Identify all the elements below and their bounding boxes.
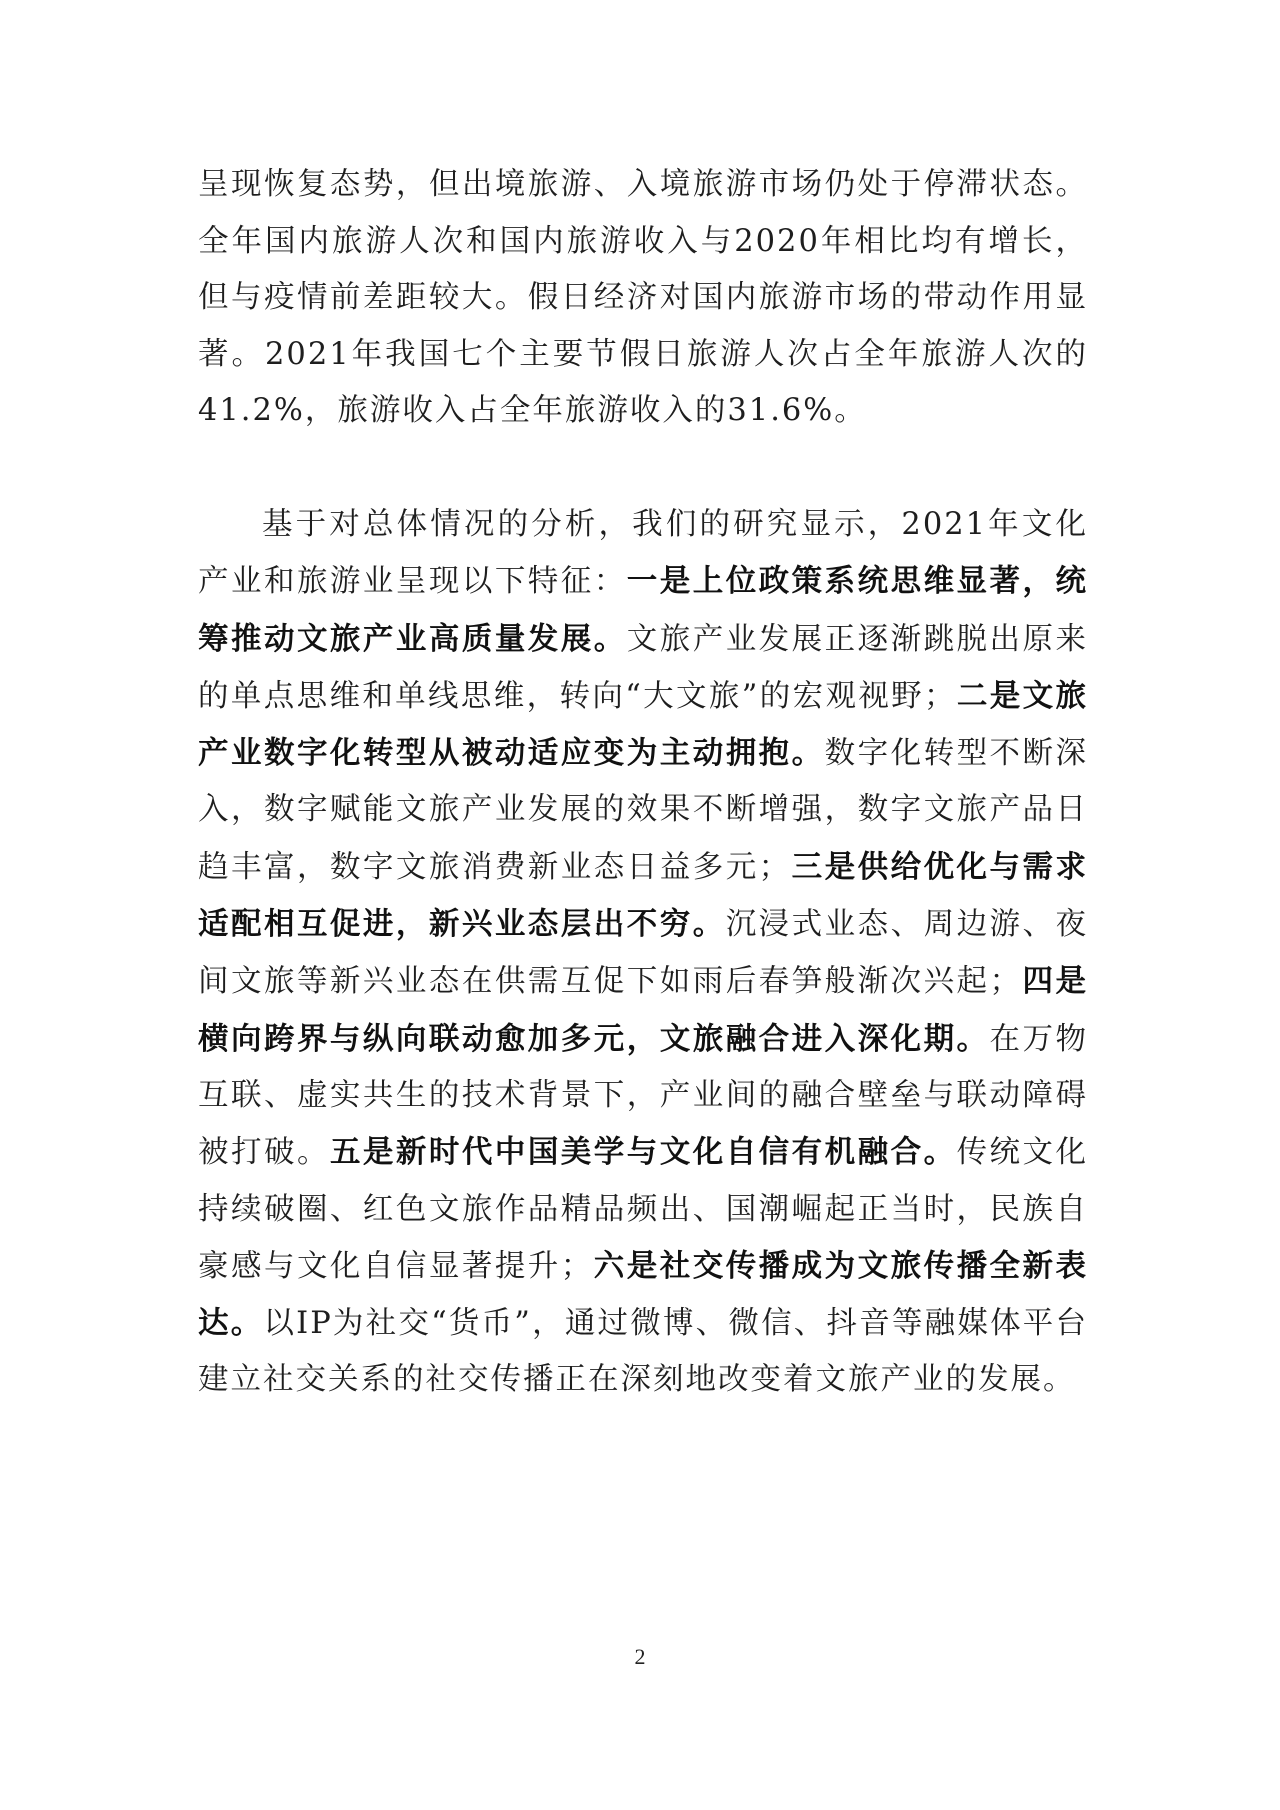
feature-4-heading: 四是横向跨界与纵向联动愈加多元，文旅融合进入深化期。 [198,963,1089,1057]
feature-2-text: 数字化转型不断深入，数字赋能文旅产业发展的效果不断增强，数字文旅产品日趋丰富，数字文旅消费新业态日益多元； [198,736,1089,885]
feature-3-text: 沉浸式业态、周边游、夜间文旅等新兴业态在供需互促下如雨后春笋般渐次兴起； [198,907,1089,1000]
feature-1-heading: 一是上位政策系统思维显著，统筹推动文旅产业高质量发展。 [198,563,1088,657]
feature-1-text: 文旅产业发展正逐渐跳脱出原来的单点思维和单线思维，转向“大文旅”的宏观视野； [198,621,1088,714]
feature-3-heading: 三是供给优化与需求适配相互促进，新兴业态层出不穷。 [198,848,1088,943]
feature-6-text: 以IP为社交“货币”，通过微博、微信、抖音等融媒体平台建立社交关系的社交传播正在深刻地改变着文旅产业的发展。 [198,1306,1089,1398]
paragraph-1-text: 呈现恢复态势，但出境旅游、入境旅游市场仍处于停滞状态。全年国内旅游人次和国内旅游收入与2020年相比均有增长，但与疫情前差距较大。假日经济对国内旅游市场的带动作用显著。2021年我国七个主要节假日旅游人次占全年旅游人次的41.2%，旅游收入占全年旅游收入的31.6%。 [198,167,1088,428]
paragraph-2-text [198,497,1088,1409]
page-number: 2 [634,1644,646,1669]
feature-5-text: 传统文化持续破圈、红色文旅作品精品频出、国潮崛起正当时，民族自豪感与文化自信显著提升； [198,1135,1089,1284]
feature-2-heading: 二是文旅产业数字化转型从被动适应变为主动拥抱。 [198,677,1089,772]
paragraph-2 [198,497,1088,1409]
paragraph-2-intro: 基于对总体情况的分析，我们的研究显示，2021年文化产业和旅游业呈现以下特征： [198,507,1088,600]
paragraph-1 [198,157,1088,440]
feature-6-heading: 六是社交传播成为文旅传播全新表达。 [198,1247,1089,1342]
feature-5-heading: 五是新时代中国美学与文化自信有机融合。 [329,1134,957,1171]
feature-4-text: 在万物互联、虚实共生的技术背景下，产业间的融合壁垒与联动障碍被打破。 [198,1021,1089,1171]
